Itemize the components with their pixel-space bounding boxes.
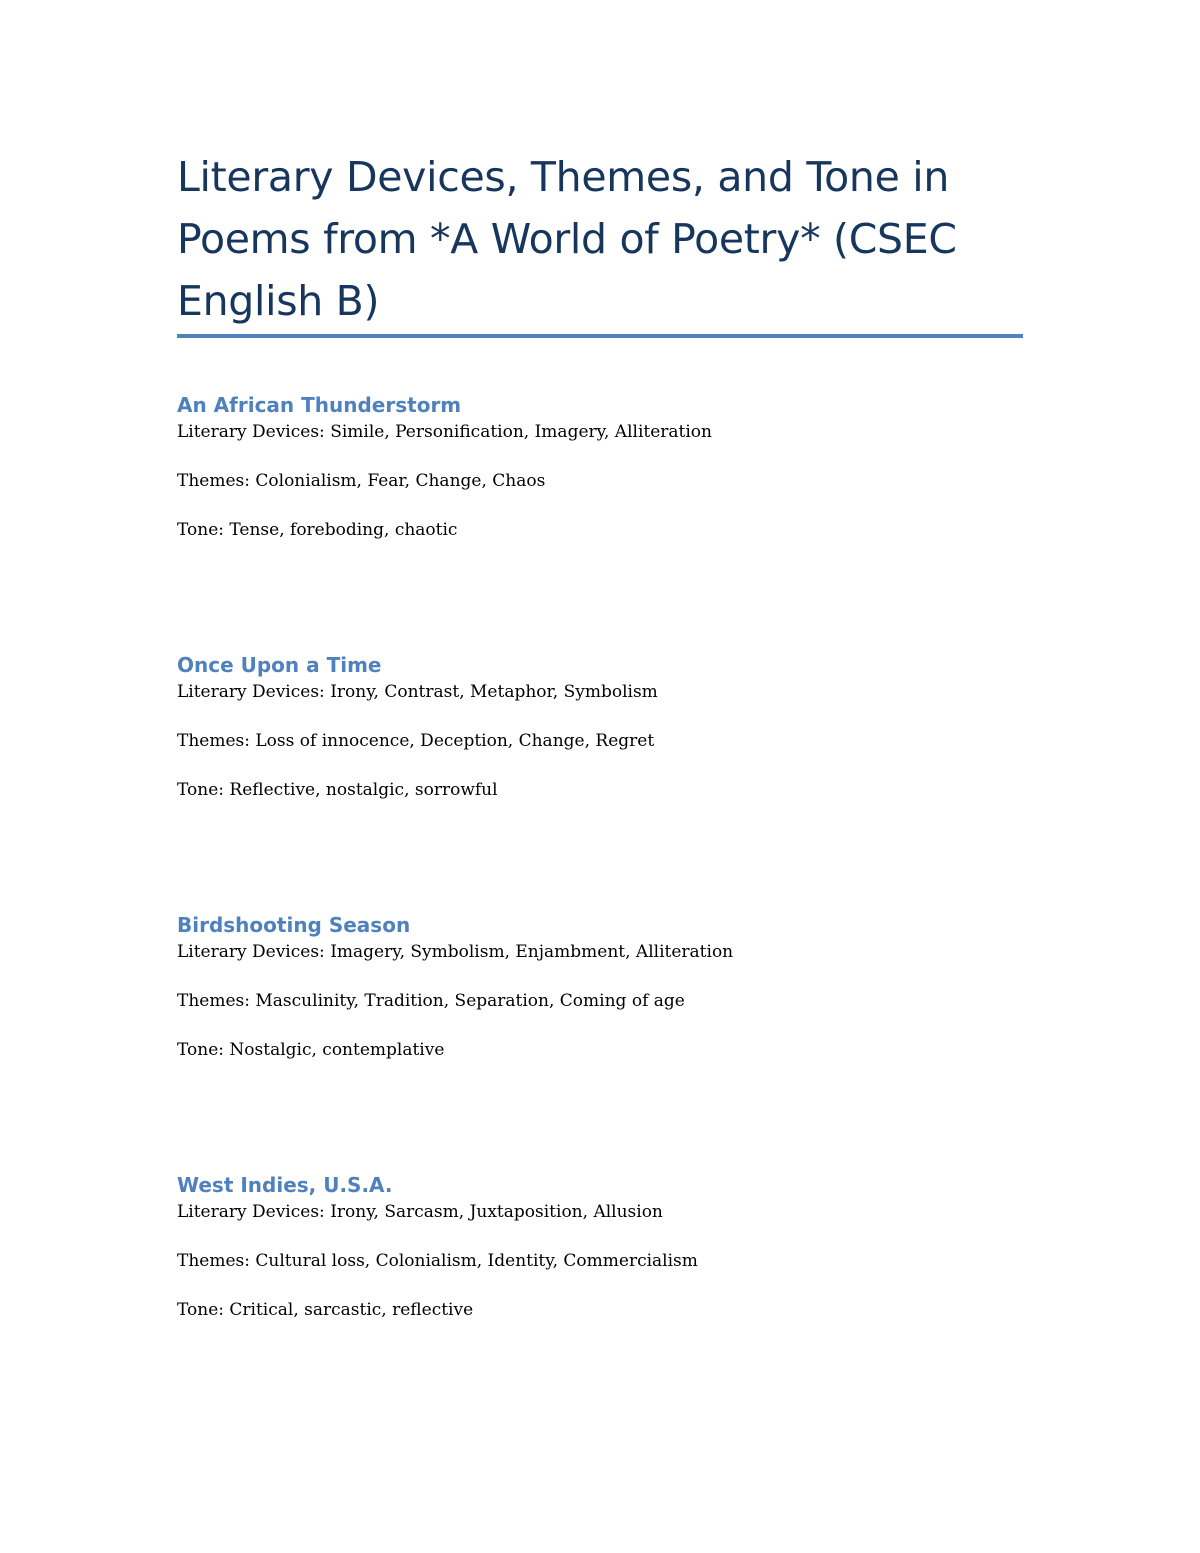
literary-devices-value: Irony, Sarcasm, Juxtaposition, Allusion: [330, 1202, 663, 1222]
tone-label: Tone:: [177, 1040, 224, 1060]
literary-devices-value: Simile, Personification, Imagery, Alliteration: [330, 422, 712, 442]
themes-value: Masculinity, Tradition, Separation, Coming of age: [255, 991, 685, 1011]
tone-line: [177, 518, 1023, 567]
tone-value: Reflective, nostalgic, sorrowful: [229, 780, 498, 800]
title-divider: [177, 334, 1023, 338]
poem-section-african-thunderstorm: [177, 390, 1023, 567]
tone-line: [177, 1298, 1023, 1347]
tone-value: Tense, foreboding, chaotic: [229, 520, 458, 540]
themes-value: Cultural loss, Colonialism, Identity, Commercialism: [255, 1251, 698, 1271]
themes-line: [177, 989, 1023, 1038]
themes-value: Colonialism, Fear, Change, Chaos: [255, 471, 546, 491]
tone-line: [177, 778, 1023, 827]
literary-devices-value: Irony, Contrast, Metaphor, Symbolism: [330, 682, 658, 702]
literary-devices-label: Literary Devices:: [177, 422, 325, 442]
literary-devices-label: Literary Devices:: [177, 1202, 325, 1222]
tone-value: Nostalgic, contemplative: [229, 1040, 445, 1060]
literary-devices-value: Imagery, Symbolism, Enjambment, Alliteration: [330, 942, 734, 962]
tone-label: Tone:: [177, 780, 224, 800]
themes-label: Themes:: [177, 991, 250, 1011]
poem-heading: West Indies, U.S.A.: [177, 1173, 393, 1197]
tone-value: Critical, sarcastic, reflective: [229, 1300, 474, 1320]
poem-section-birdshooting-season: [177, 910, 1023, 1087]
themes-label: Themes:: [177, 1251, 250, 1271]
poem-heading: An African Thunderstorm: [177, 393, 462, 417]
tone-label: Tone:: [177, 1300, 224, 1320]
themes-line: [177, 729, 1023, 778]
poem-section-west-indies-usa: [177, 1170, 1023, 1347]
literary-devices-label: Literary Devices:: [177, 942, 325, 962]
literary-devices-line: [177, 940, 1023, 989]
themes-line: [177, 1249, 1023, 1298]
document-title: Literary Devices, Themes, and Tone in Poems from *A World of Poetry* (CSEC English B): [177, 153, 957, 325]
themes-value: Loss of innocence, Deception, Change, Regret: [255, 731, 655, 751]
literary-devices-label: Literary Devices:: [177, 682, 325, 702]
themes-label: Themes:: [177, 731, 250, 751]
tone-label: Tone:: [177, 520, 224, 540]
poem-heading: Once Upon a Time: [177, 653, 382, 677]
literary-devices-line: [177, 1200, 1023, 1249]
themes-label: Themes:: [177, 471, 250, 491]
themes-line: [177, 469, 1023, 518]
tone-line: [177, 1038, 1023, 1087]
poem-section-once-upon-a-time: [177, 650, 1023, 827]
poem-heading: Birdshooting Season: [177, 913, 411, 937]
literary-devices-line: [177, 420, 1023, 469]
literary-devices-line: [177, 680, 1023, 729]
